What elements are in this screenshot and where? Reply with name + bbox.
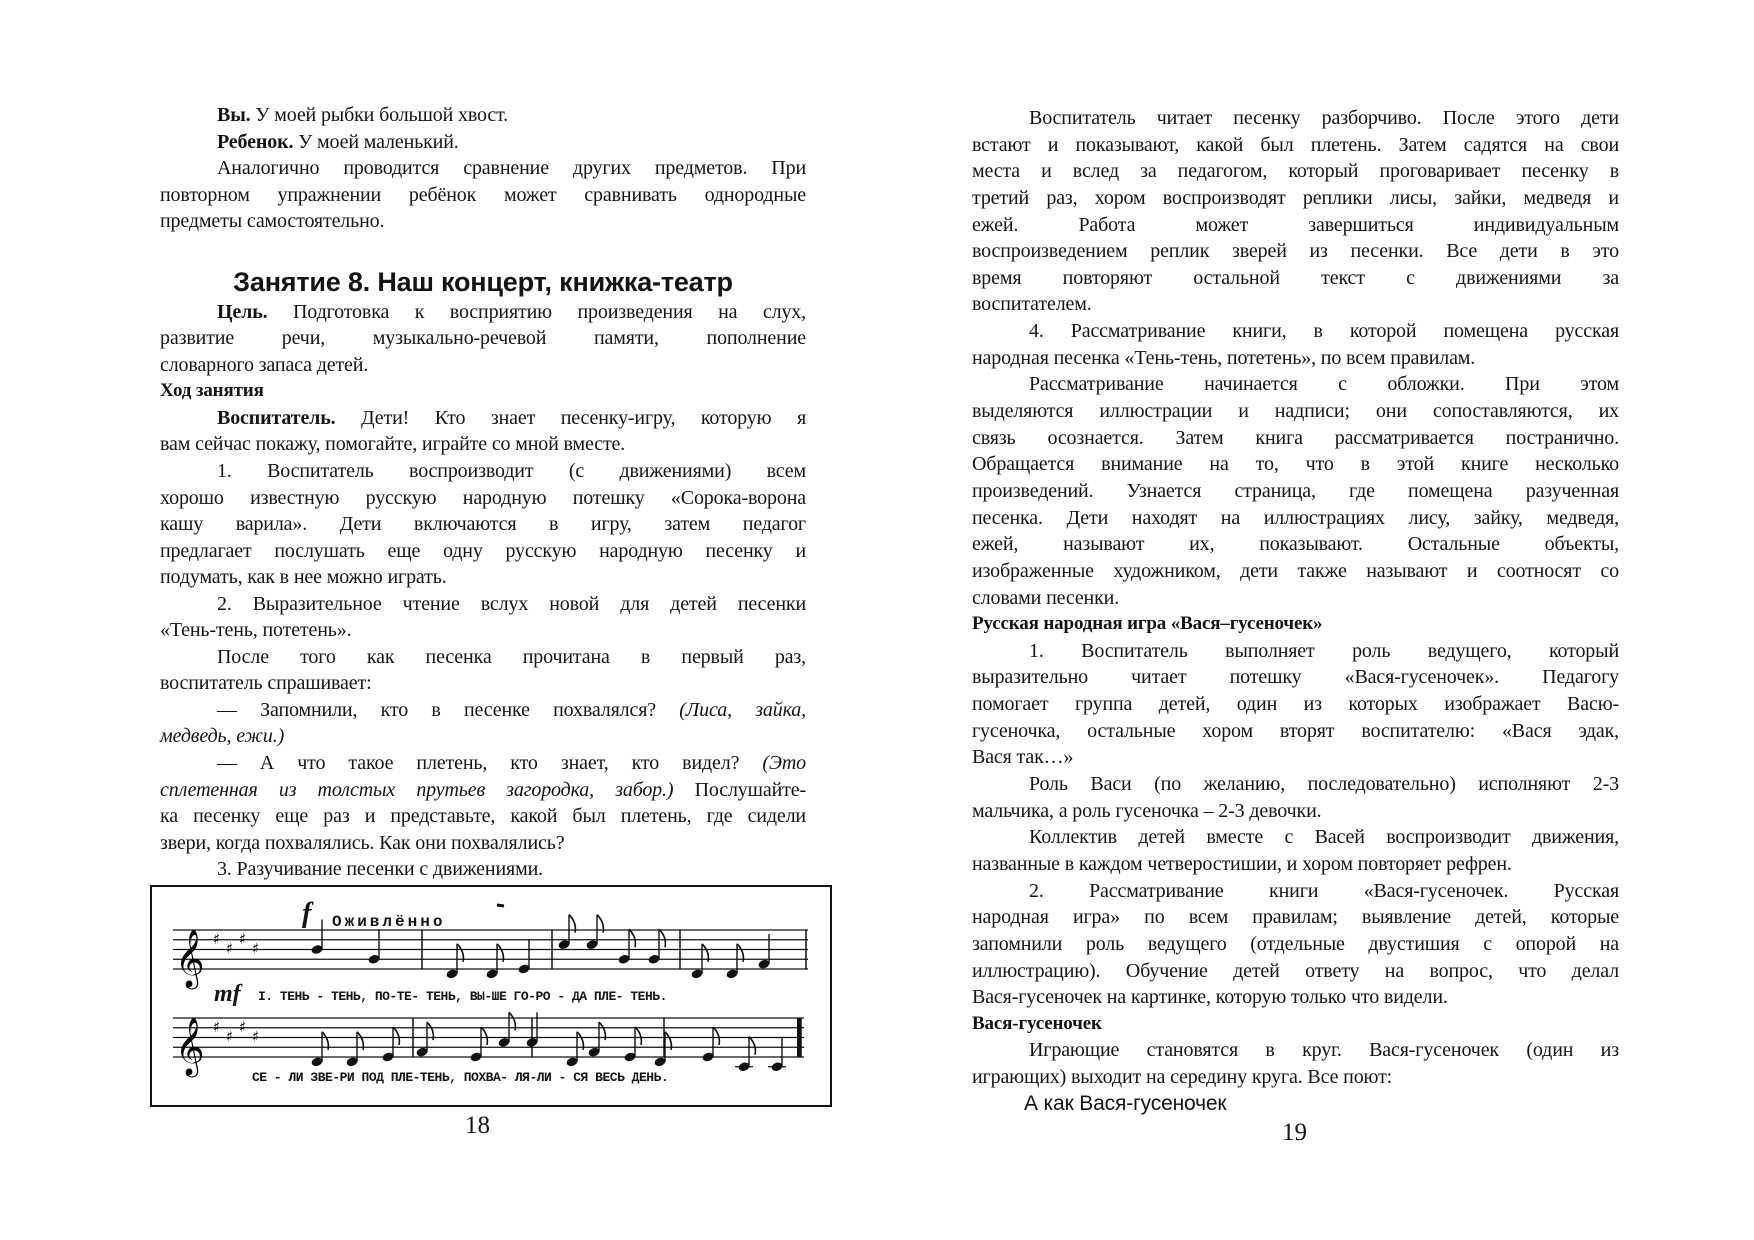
sharp-icon: ♯ — [252, 1027, 260, 1046]
text-line — [972, 531, 1619, 558]
note-flag — [629, 929, 635, 947]
paragraph — [972, 105, 1619, 318]
text-segment: запомнили роль ведущего (отдельные двустишия с опорой на — [972, 932, 1619, 955]
text-segment: названные в каждом четверостишии, и хором повторяет рефрен. — [972, 852, 1512, 875]
text-line — [160, 129, 806, 156]
text-segment: повторном упражнении ребёнок может сравнивать однородные — [160, 183, 806, 206]
text-segment: Вася так…» — [972, 746, 1074, 769]
paragraph — [160, 102, 806, 129]
page-number-right: 19 — [1282, 1119, 1307, 1146]
song-verse-line: А как Вася-гусеночек — [1024, 1091, 1227, 1115]
sharp-icon: ♯ — [239, 929, 247, 948]
text-segment: Рассматривание начинается с обложки. При этом — [1029, 373, 1619, 396]
text-line — [160, 777, 806, 804]
text-line — [972, 744, 1619, 771]
text-line — [972, 851, 1619, 878]
text-segment: ежей. Работа может завершиться индивидуальным — [972, 213, 1619, 236]
text-line — [972, 958, 1619, 985]
note-flag — [659, 929, 665, 947]
lyrics-line-2: СЕ - ЛИ ЗВЕ-РИ ПОД ПЛЕ-ТЕНЬ, ПОХВА- ЛЯ-ЛИ - СЯ ВЕСЬ ДЕНЬ. — [252, 1070, 669, 1085]
text-segment: предлагает послушать еще одну русскую народную песенку и — [160, 539, 806, 562]
text-segment: Коллектив детей вместе с Васей воспроизводит движения, — [1029, 826, 1619, 849]
paragraph — [160, 299, 806, 379]
text-line — [160, 102, 806, 129]
text-line — [972, 984, 1619, 1011]
text-segment: подумать, как в нее можно играть. — [160, 566, 447, 589]
text-line — [972, 1064, 1619, 1091]
paragraph — [972, 771, 1619, 824]
italic-text: (Это — [762, 752, 806, 775]
bold-text: Воспитатель. — [217, 406, 336, 429]
text-segment: Дети! Кто знает песенку-игру, которую я — [335, 406, 806, 429]
text-line — [972, 425, 1619, 452]
paragraph — [972, 878, 1619, 1011]
text-segment: мальчика, а роль гусеночка – 2-3 девочки. — [972, 799, 1322, 822]
text-line — [160, 591, 806, 618]
text-line — [972, 558, 1619, 585]
text-line — [972, 238, 1619, 265]
left-page-text — [160, 102, 806, 883]
italic-text: (Лиса, зайка, — [679, 698, 806, 721]
sharp-icon: ♯ — [226, 1027, 234, 1046]
text-segment: После того как песенка прочитана в первый раз, — [217, 645, 806, 668]
text-segment: ка песенку еще раз и представьте, какой был плетень, где сидели — [160, 805, 806, 828]
text-segment: кашу варила». Дети включаются в игру, затем педагог — [160, 513, 806, 536]
sharp-icon: ♯ — [252, 939, 260, 958]
text-line — [160, 803, 806, 830]
text-line — [160, 325, 806, 352]
text-line — [972, 664, 1619, 691]
sharp-icon: ♯ — [226, 939, 234, 958]
text-segment: 2. Рассматривание книги «Вася-гусеночек. Русская — [1029, 879, 1619, 902]
text-segment: воспроизведением реплик зверей из песенки. Все дети в это — [972, 240, 1619, 263]
text-line — [160, 723, 806, 750]
note-flag — [481, 1027, 487, 1045]
italic-text: медведь, ежи.) — [160, 725, 285, 748]
text-line — [160, 750, 806, 777]
text-line — [160, 299, 806, 326]
paragraph — [972, 371, 1619, 611]
page-number-left: 18 — [465, 1112, 490, 1139]
text-segment: играющих) выходит на середину круга. Все поют: — [972, 1066, 1393, 1089]
text-line — [160, 405, 806, 432]
text-segment: Аналогично проводится сравнение других предметов. При — [217, 157, 806, 180]
text-segment: 3. Разучивание песенки с движениями. — [217, 858, 543, 881]
text-line — [972, 318, 1619, 345]
scan-mark — [497, 905, 504, 906]
text-segment: словарного запаса детей. — [160, 353, 369, 376]
text-segment: 1. Воспитатель выполняет роль ведущего, который — [1029, 639, 1619, 662]
treble-clef-icon: 𝄞 — [175, 1017, 205, 1075]
text-segment: звери, когда похвалялись. Как они похвалялись? — [160, 831, 565, 854]
text-segment: песенка. Дети находят на иллюстрациях лису, зайку, медведя, — [972, 506, 1619, 529]
paragraph — [160, 856, 806, 883]
text-segment: Играющие становятся в круг. Вася-гусеночек (один из — [1029, 1039, 1619, 1062]
text-segment: изображенные художником, дети также называют и соотносят со — [972, 559, 1619, 582]
right-page-text — [972, 105, 1619, 1117]
paragraph — [160, 697, 806, 750]
paragraph — [972, 318, 1619, 371]
text-line — [972, 824, 1619, 851]
text-line — [972, 105, 1619, 132]
sharp-icon: ♯ — [213, 929, 221, 948]
text-segment: ежей, называют их, показывают. Остальные объекты, — [972, 533, 1619, 556]
text-line — [972, 638, 1619, 665]
text-segment: — А что такое плетень, кто знает, кто видел? — [217, 752, 763, 775]
note-flag — [713, 1027, 719, 1045]
paragraph — [160, 458, 806, 591]
section-subheading: Ход занятия — [160, 380, 264, 402]
text-segment: иллюстрацию). Обучение детей ответу на вопрос, что делал — [972, 959, 1619, 982]
treble-clef-icon: 𝄞 — [175, 929, 205, 987]
text-line — [160, 830, 806, 857]
paragraph — [972, 638, 1619, 771]
italic-text: сплетенная из толстых прутьев загородка, забор.) — [160, 778, 674, 801]
text-segment: — Запомнили, кто в песенке похвалялся? — [217, 698, 680, 721]
text-segment: Вася-гусеночек на картинке, которую только что видели. — [972, 986, 1448, 1009]
sheet-music — [150, 885, 832, 1107]
text-line — [972, 878, 1619, 905]
text-segment: вам сейчас покажу, помогайте, играйте со мной вместе. — [160, 433, 626, 456]
text-line — [972, 478, 1619, 505]
paragraph — [972, 1037, 1619, 1090]
bold-text: Вы. — [217, 104, 251, 126]
text-segment: воспитателем. — [972, 293, 1092, 316]
text-line — [972, 265, 1619, 292]
note-flag — [635, 1027, 641, 1045]
text-segment: 1. Воспитатель воспроизводит (с движениями) всем — [217, 460, 806, 483]
note-flag — [393, 1027, 399, 1045]
text-line — [972, 771, 1619, 798]
text-line — [972, 158, 1619, 185]
lesson-heading: Занятие 8. Наш концерт, книжка-театр — [233, 266, 733, 297]
text-segment: связь осознается. Затем книга рассматривается постранично. — [972, 426, 1619, 449]
text-segment: произведений. Узнается страница, где помещена разученная — [972, 479, 1619, 502]
text-segment: словами песенки. — [972, 586, 1120, 609]
text-line — [972, 345, 1619, 372]
text-segment: «Тень-тень, потетень». — [160, 619, 352, 642]
text-line — [972, 132, 1619, 159]
text-line — [160, 670, 806, 697]
paragraph — [160, 405, 806, 458]
text-segment: гусеночка, остальные хором вторят воспитателю: «Вася эдак, — [972, 719, 1619, 742]
text-line — [972, 291, 1619, 318]
paragraph — [160, 750, 806, 856]
text-segment: Роль Васи (по желанию, последовательно) исполняют 2-3 — [1029, 773, 1619, 796]
text-line — [160, 511, 806, 538]
text-segment: 2. Выразительное чтение вслух новой для детей песенки — [217, 592, 806, 615]
lyrics-line-1: I. ТЕНЬ - ТЕНЬ, ПО-ТЕ- ТЕНЬ, ВЫ-ШЕ ГО-РО - ДА ПЛЕ- ТЕНЬ. — [258, 989, 667, 1004]
text-line — [972, 931, 1619, 958]
text-segment: Воспитатель читает песенку разборчиво. После этого дети — [1029, 107, 1619, 129]
text-segment: третий раз, хором воспроизводят реплики лисы, зайки, медведя и — [972, 186, 1619, 209]
bold-text: Цель. — [217, 300, 268, 323]
text-segment: воспитатель спрашивает: — [160, 672, 372, 695]
text-segment: Послушайте- — [673, 778, 806, 801]
text-line — [160, 182, 806, 209]
text-line — [160, 697, 806, 724]
text-line — [160, 155, 806, 182]
text-line — [972, 212, 1619, 239]
text-line — [972, 505, 1619, 532]
dynamic-forte: f — [302, 898, 312, 929]
text-line — [972, 398, 1619, 425]
text-line — [972, 904, 1619, 931]
text-segment: предметы самостоятельно. — [160, 210, 385, 233]
text-line — [160, 352, 806, 379]
text-segment: Обращается внимание на то, что в этой книге несколько — [972, 453, 1619, 476]
text-line — [972, 691, 1619, 718]
paragraph — [160, 591, 806, 644]
text-segment: народная игра» по всем правилам; выявление детей, которые — [972, 906, 1619, 929]
text-line — [972, 371, 1619, 398]
text-segment: выделяются иллюстрации и надписи; они сопоставляются, их — [972, 400, 1619, 423]
paragraph — [160, 129, 806, 156]
tempo-marking: Оживлённо — [332, 913, 446, 931]
text-segment: места и вслед за педагогом, который проговаривает песенку в — [972, 160, 1619, 183]
sharp-icon: ♯ — [239, 1017, 247, 1036]
text-segment: Подготовка к восприятию произведения на слух, — [267, 300, 806, 323]
text-line — [972, 185, 1619, 212]
text-segment: 4. Рассматривание книги, в которой помещена русская — [1029, 320, 1619, 343]
text-segment: развитие речи, музыкально-речевой памяти, пополнение — [160, 327, 806, 350]
text-line — [160, 617, 806, 644]
text-line — [160, 208, 806, 235]
text-segment: народная песенка «Тень-тень, потетень», по всем правилам. — [972, 346, 1476, 369]
section-subheading: Вася-гусеночек — [972, 1012, 1102, 1034]
bold-text: Ребенок. — [217, 130, 294, 153]
text-line — [972, 1037, 1619, 1064]
text-line — [160, 458, 806, 485]
text-segment: помогает группа детей, один из которых изображает Васю- — [972, 693, 1619, 716]
text-line — [972, 585, 1619, 612]
text-line — [160, 564, 806, 591]
text-segment: время повторяют остальной текст с движениями за — [972, 266, 1619, 289]
sharp-icon: ♯ — [213, 1017, 221, 1036]
dynamic-mezzo-forte: mf — [214, 981, 241, 1007]
text-line — [160, 485, 806, 512]
text-segment: У моей маленький. — [293, 130, 459, 153]
paragraph — [160, 644, 806, 697]
text-segment: выразительно читает потешку «Вася-гусеночек». Педагогу — [972, 666, 1619, 689]
text-segment: У моей рыбки большой хвост. — [250, 104, 509, 126]
text-segment: встают и показывают, какой был плетень. Затем садятся на свои — [972, 133, 1619, 156]
text-line — [160, 856, 806, 883]
section-subheading: Русская народная игра «Вася–гусеночек» — [972, 613, 1323, 635]
paragraph — [160, 155, 806, 235]
note-flag — [749, 1037, 755, 1055]
text-line — [160, 538, 806, 565]
text-line — [972, 798, 1619, 825]
text-line — [972, 718, 1619, 745]
text-line — [160, 644, 806, 671]
text-line — [972, 451, 1619, 478]
paragraph — [972, 824, 1619, 877]
text-line — [160, 431, 806, 458]
text-segment: хорошо известную русскую народную потешку «Сорока-ворона — [160, 486, 806, 509]
